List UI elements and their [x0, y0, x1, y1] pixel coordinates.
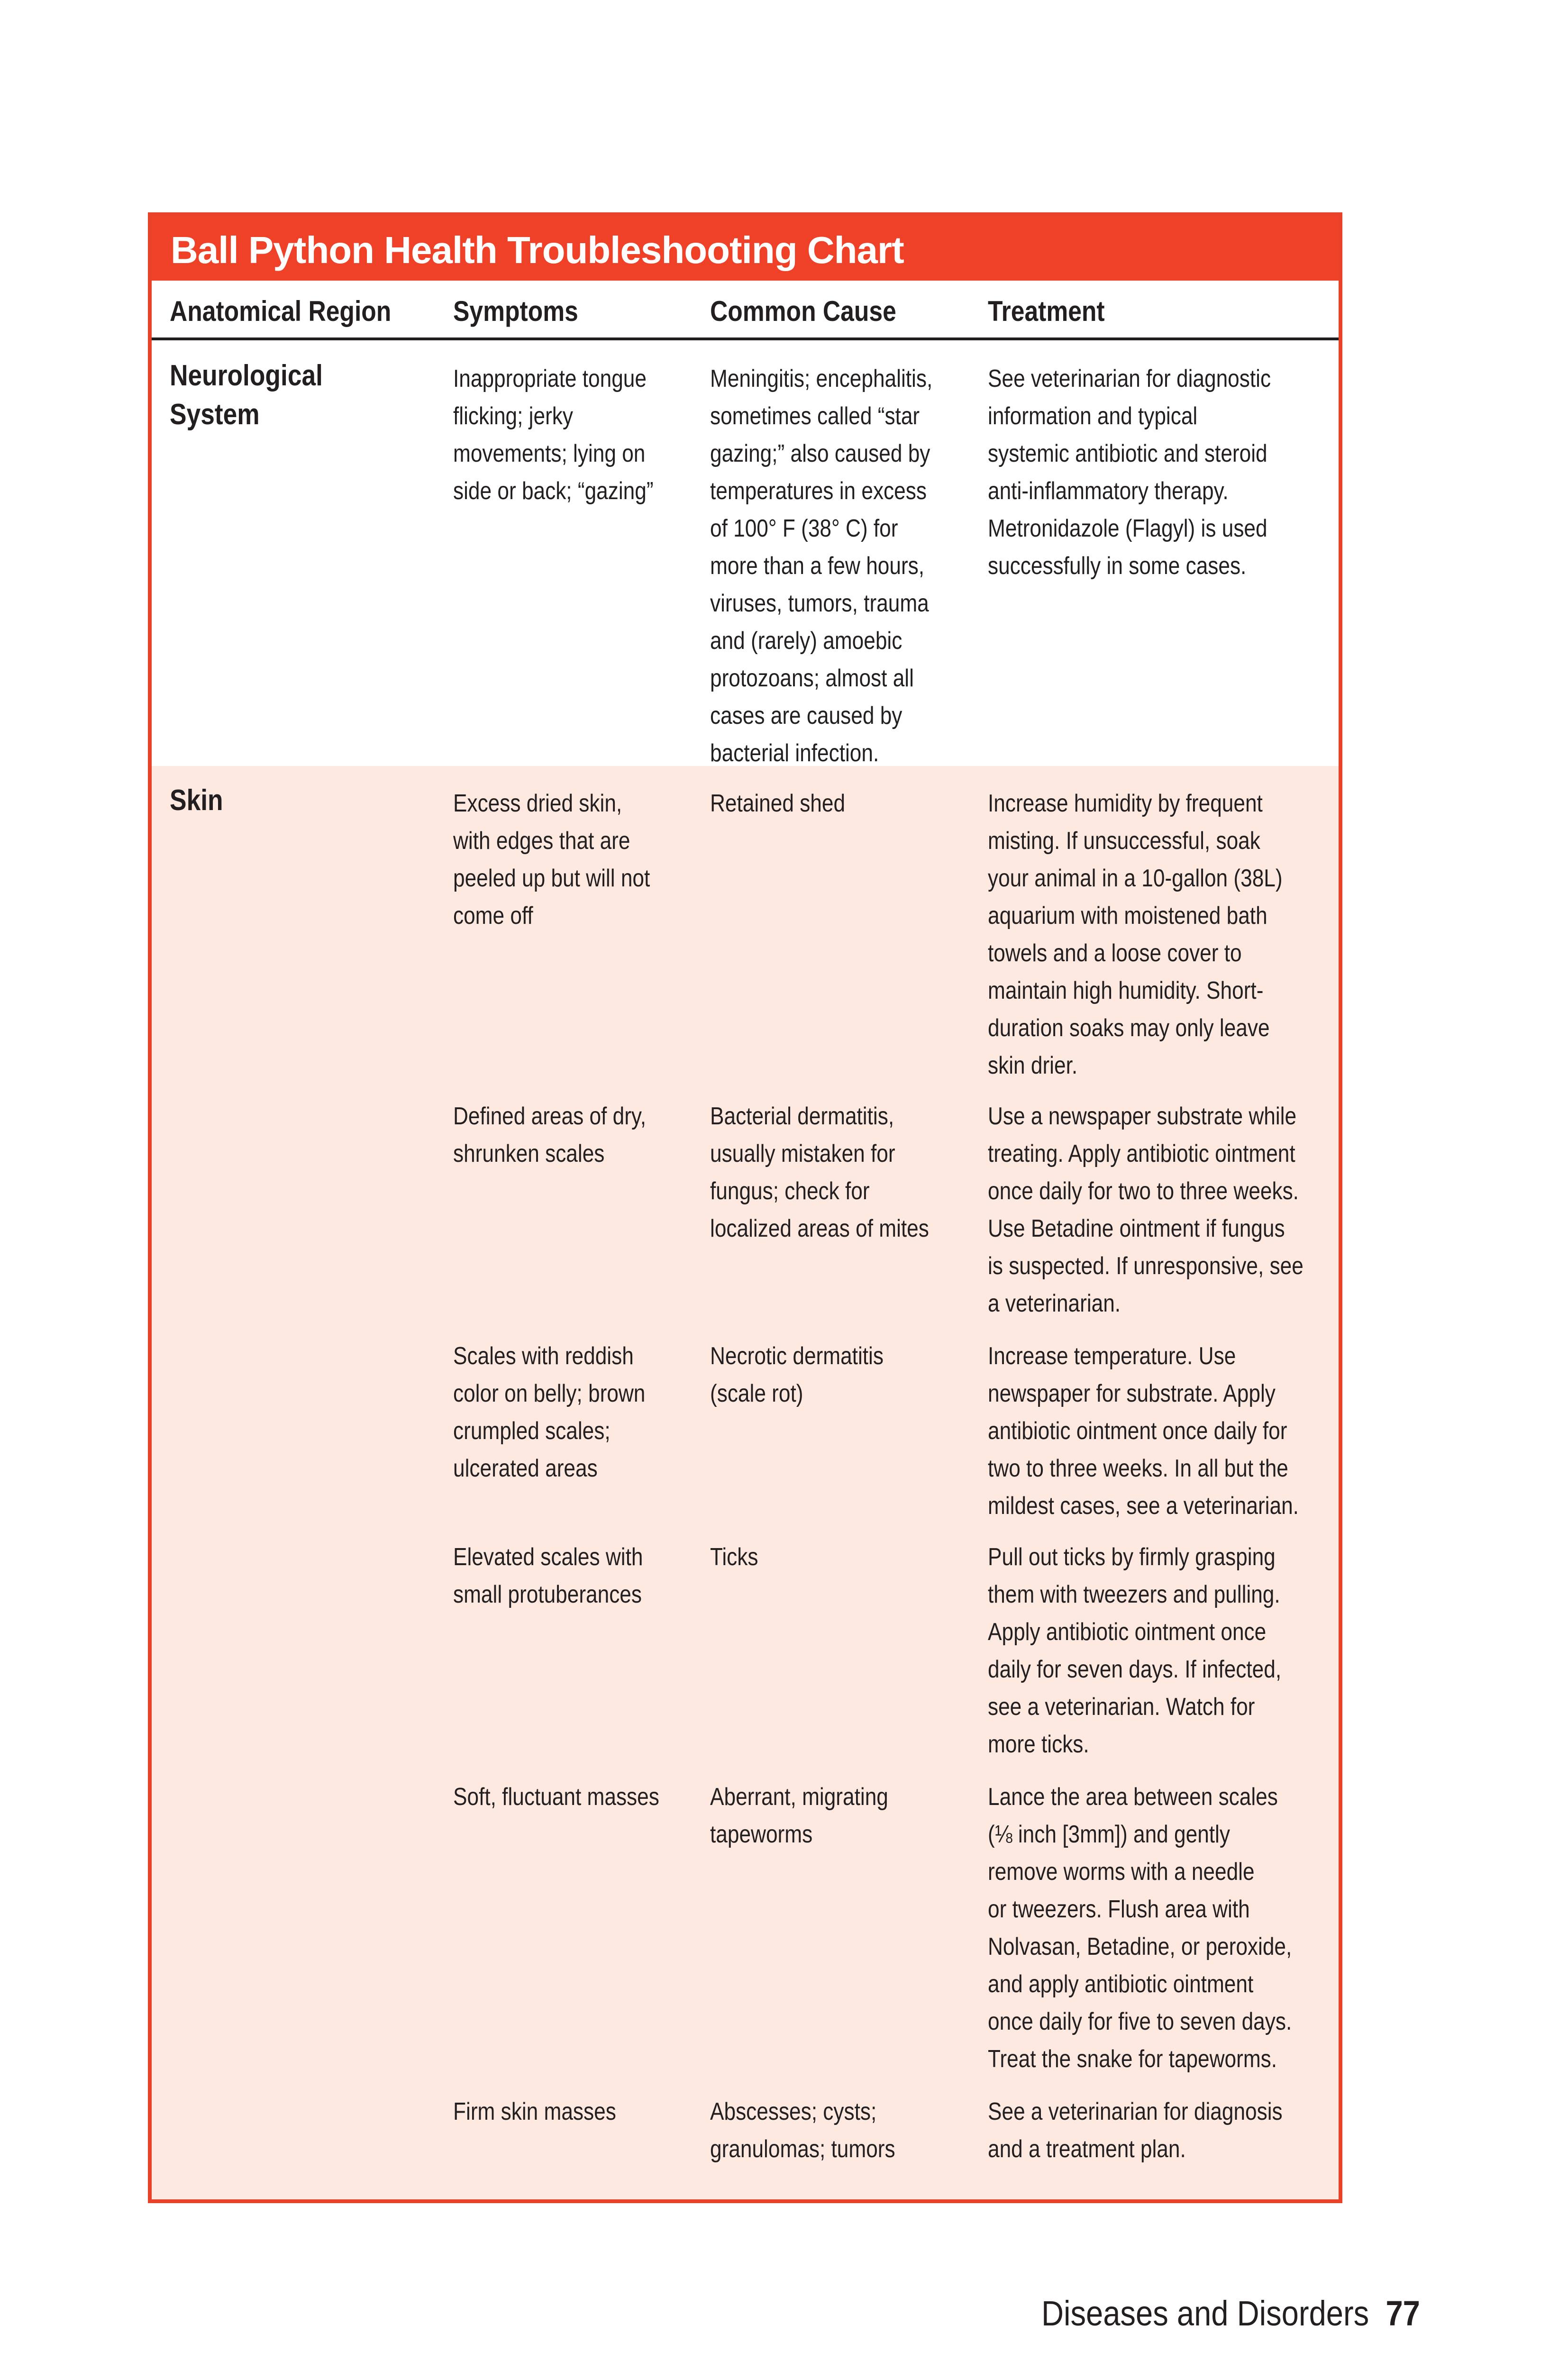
cell-line: Increase humidity by frequent	[988, 790, 1263, 817]
cell-line: Nolvasan, Betadine, or peroxide,	[988, 1933, 1292, 1960]
cell-line: and (rarely) amoebic	[710, 627, 903, 655]
cell-line: once daily for five to seven days.	[988, 2008, 1292, 2035]
cell-line: anti-inflammatory therapy.	[988, 477, 1229, 505]
cell-line: of 100° F (38° C) for	[710, 515, 898, 542]
cell-line: Soft, fluctuant masses	[453, 1783, 659, 1811]
cell-line: Apply antibiotic ointment once	[988, 1618, 1267, 1646]
cell-line: protozoans; almost all	[710, 665, 914, 692]
cell-cause	[710, 1778, 888, 1853]
cell-line: Abscesses; cysts;	[710, 2098, 877, 2125]
cell-line: System	[170, 398, 260, 431]
cell-symptoms	[453, 2093, 616, 2131]
cell-line: and a treatment plan.	[988, 2135, 1186, 2163]
cell-line: Pull out ticks by firmly grasping	[988, 1543, 1276, 1571]
cell-line: Lance the area between scales	[988, 1783, 1278, 1811]
cell-line: Elevated scales with	[453, 1543, 643, 1571]
cell-line: your animal in a 10-gallon (38L)	[988, 865, 1283, 892]
cell-line: a veterinarian.	[988, 1290, 1121, 1317]
cell-symptoms	[453, 1338, 645, 1487]
cell-line: movements; lying on	[453, 440, 646, 467]
cell-line: localized areas of mites	[710, 1215, 929, 1242]
cell-line: Treat the snake for tapeworms.	[988, 2045, 1277, 2073]
cell-line: successfully in some cases.	[988, 552, 1247, 580]
cell-line: once daily for two to three weeks.	[988, 1177, 1299, 1205]
cell-line: peeled up but will not	[453, 865, 650, 892]
cell-cause	[710, 1098, 929, 1248]
cell-line: Use Betadine ointment if fungus	[988, 1215, 1285, 1242]
cell-line: Excess dried skin,	[453, 790, 622, 817]
cell-line: or tweezers. Flush area with	[988, 1896, 1250, 1923]
cell-line: with edges that are	[453, 827, 630, 855]
footer-section-title: Diseases and Disorders	[1041, 2294, 1369, 2333]
cell-line: aquarium with moistened bath	[988, 902, 1267, 930]
cell-line: viruses, tumors, trauma	[710, 590, 929, 617]
chart-title-bar	[152, 216, 1339, 281]
cell-line: Inappropriate tongue	[453, 365, 647, 392]
cell-line: shrunken scales	[453, 1140, 605, 1167]
cell-line: antibiotic ointment once daily for	[988, 1417, 1287, 1445]
column-header-cause: Common Cause	[710, 295, 896, 327]
cell-line: them with tweezers and pulling.	[988, 1581, 1280, 1608]
column-header-treatment: Treatment	[988, 295, 1105, 327]
cell-line: maintain high humidity. Short-	[988, 977, 1264, 1004]
cell-symptoms	[453, 360, 654, 510]
cell-line: Necrotic dermatitis	[710, 1342, 884, 1370]
cell-line: fungus; check for	[710, 1177, 870, 1205]
cell-line: ulcerated areas	[453, 1455, 598, 1482]
cell-treatment	[988, 360, 1271, 585]
cell-cause	[710, 1338, 884, 1413]
cell-line: Neurological	[170, 359, 323, 392]
cell-line: gazing;” also caused by	[710, 440, 930, 467]
cell-symptoms	[453, 1098, 646, 1173]
cell-line: Firm skin masses	[453, 2098, 616, 2125]
cell-line: Skin	[170, 784, 223, 817]
cell-line: treating. Apply antibiotic ointment	[988, 1140, 1295, 1167]
cell-symptoms	[453, 785, 650, 935]
cell-treatment	[988, 1098, 1304, 1322]
cell-line: Bacterial dermatitis,	[710, 1103, 894, 1130]
cell-line: information and typical	[988, 402, 1198, 430]
cell-cause	[710, 360, 932, 772]
cell-region	[170, 356, 323, 434]
cell-line: skin drier.	[988, 1052, 1078, 1079]
cell-line: color on belly; brown	[453, 1380, 646, 1407]
cell-treatment	[988, 1539, 1281, 1763]
cell-region	[170, 781, 223, 820]
cell-line: duration soaks may only leave	[988, 1014, 1270, 1042]
cell-cause	[710, 1539, 758, 1576]
cell-line: Defined areas of dry,	[453, 1103, 647, 1130]
cell-line: and apply antibiotic ointment	[988, 1970, 1254, 1998]
cell-line: granulomas; tumors	[710, 2135, 895, 2163]
cell-line: remove worms with a needle	[988, 1858, 1255, 1886]
cell-line: come off	[453, 902, 533, 930]
page-footer	[1041, 2294, 1420, 2333]
cell-line: See veterinarian for diagnostic	[988, 365, 1271, 392]
cell-line: newspaper for substrate. Apply	[988, 1380, 1276, 1407]
cell-symptoms	[453, 1778, 659, 1816]
cell-line: Aberrant, migrating	[710, 1783, 888, 1811]
cell-line: cases are caused by	[710, 702, 903, 729]
cell-line: more than a few hours,	[710, 552, 925, 580]
page-number: 77	[1386, 2294, 1420, 2333]
cell-line: Use a newspaper substrate while	[988, 1103, 1297, 1130]
cell-line: daily for seven days. If infected,	[988, 1656, 1282, 1683]
cell-line: (scale rot)	[710, 1380, 803, 1407]
chart-title: Ball Python Health Troubleshooting Chart	[171, 229, 904, 271]
cell-line: temperatures in excess	[710, 477, 927, 505]
cell-line: small protuberances	[453, 1581, 642, 1608]
cell-treatment	[988, 2093, 1283, 2168]
cell-line: systemic antibiotic and steroid	[988, 440, 1267, 467]
cell-line: mildest cases, see a veterinarian.	[988, 1492, 1299, 1520]
cell-line: two to three weeks. In all but the	[988, 1455, 1288, 1482]
troubleshooting-chart	[148, 212, 1342, 2203]
cell-line: is suspected. If unresponsive, see	[988, 1252, 1304, 1280]
cell-line: Metronidazole (Flagyl) is used	[988, 515, 1267, 542]
table-header-row	[152, 281, 1339, 340]
cell-line: bacterial infection.	[710, 739, 879, 767]
cell-line: misting. If unsuccessful, soak	[988, 827, 1260, 855]
cell-treatment	[988, 1778, 1292, 2078]
cell-line: more ticks.	[988, 1731, 1089, 1758]
cell-line: Increase temperature. Use	[988, 1342, 1236, 1370]
cell-line: Meningitis; encephalitis,	[710, 365, 933, 392]
cell-line: See a veterinarian for diagnosis	[988, 2098, 1283, 2125]
cell-cause	[710, 785, 845, 822]
cell-line: (⅛ inch [3mm]) and gently	[988, 1821, 1230, 1848]
cell-treatment	[988, 785, 1283, 1085]
cell-line: towels and a loose cover to	[988, 939, 1242, 967]
cell-line: Ticks	[710, 1543, 758, 1571]
cell-line: crumpled scales;	[453, 1417, 611, 1445]
column-header-region: Anatomical Region	[170, 295, 392, 327]
cell-line: tapeworms	[710, 1821, 813, 1848]
cell-line: usually mistaken for	[710, 1140, 895, 1167]
cell-treatment	[988, 1338, 1299, 1525]
cell-cause	[710, 2093, 895, 2168]
cell-line: Scales with reddish	[453, 1342, 634, 1370]
cell-line: flicking; jerky	[453, 402, 573, 430]
cell-line: sometimes called “star	[710, 402, 920, 430]
column-header-symptoms: Symptoms	[453, 295, 578, 327]
cell-line: side or back; “gazing”	[453, 477, 654, 505]
cell-symptoms	[453, 1539, 643, 1613]
cell-line: Retained shed	[710, 790, 846, 817]
cell-line: see a veterinarian. Watch for	[988, 1693, 1255, 1721]
